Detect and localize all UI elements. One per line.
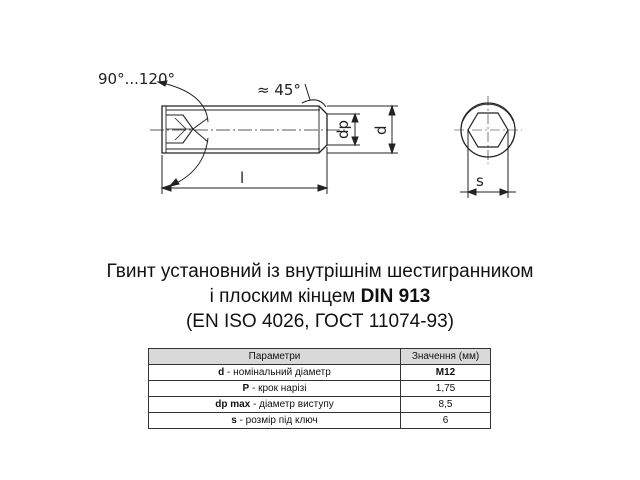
title-standard: DIN 913: [360, 286, 431, 307]
param-symbol: s: [231, 415, 237, 426]
screw-end-view: [454, 96, 522, 164]
product-title: [0, 259, 640, 334]
param-symbol: dp max: [215, 399, 251, 410]
table-row: [149, 381, 491, 397]
title-line-1: Гвинт установний із внутрішнім шестигранником: [106, 261, 534, 282]
param-desc: - номінальний діаметр: [224, 367, 331, 378]
header-values: Значення (мм): [401, 349, 491, 365]
parameters-table: [148, 348, 491, 429]
dp-label: dp: [334, 119, 352, 139]
param-cell: [149, 413, 401, 429]
angle-label: 90°...120°: [98, 70, 176, 88]
s-label: s: [476, 172, 484, 190]
table-row: [149, 413, 491, 429]
param-value: 6: [401, 413, 491, 429]
title-line-2: [0, 284, 640, 309]
length-label: l: [240, 169, 245, 187]
param-desc: - крок нарізі: [249, 383, 307, 394]
angle-dimension: [158, 81, 208, 186]
param-desc: - діаметр виступу: [250, 399, 334, 410]
chamfer-dimension: [302, 84, 326, 107]
chamfer-label: ≈ 45°: [257, 81, 301, 99]
length-dimension: [162, 147, 327, 194]
param-cell: [149, 381, 401, 397]
param-symbol: P: [242, 383, 250, 394]
table-row: [149, 397, 491, 413]
param-cell: [149, 397, 401, 413]
param-value: 8,5: [401, 397, 491, 413]
title-line-3: (EN ISO 4026, ГОСТ 11074-93): [185, 311, 455, 332]
param-value: M12: [401, 365, 491, 381]
param-desc: - розмір під ключ: [236, 415, 318, 426]
param-cell: [149, 365, 401, 381]
d-label: d: [372, 125, 390, 135]
title-line-2-text: і плоским кінцем: [209, 286, 361, 307]
table-header-row: [149, 349, 491, 365]
table-row: [149, 365, 491, 381]
param-symbol: d: [218, 367, 225, 378]
header-parameters: Параметри: [149, 349, 401, 365]
screw-side-view: [150, 106, 345, 153]
param-value: 1,75: [401, 381, 491, 397]
